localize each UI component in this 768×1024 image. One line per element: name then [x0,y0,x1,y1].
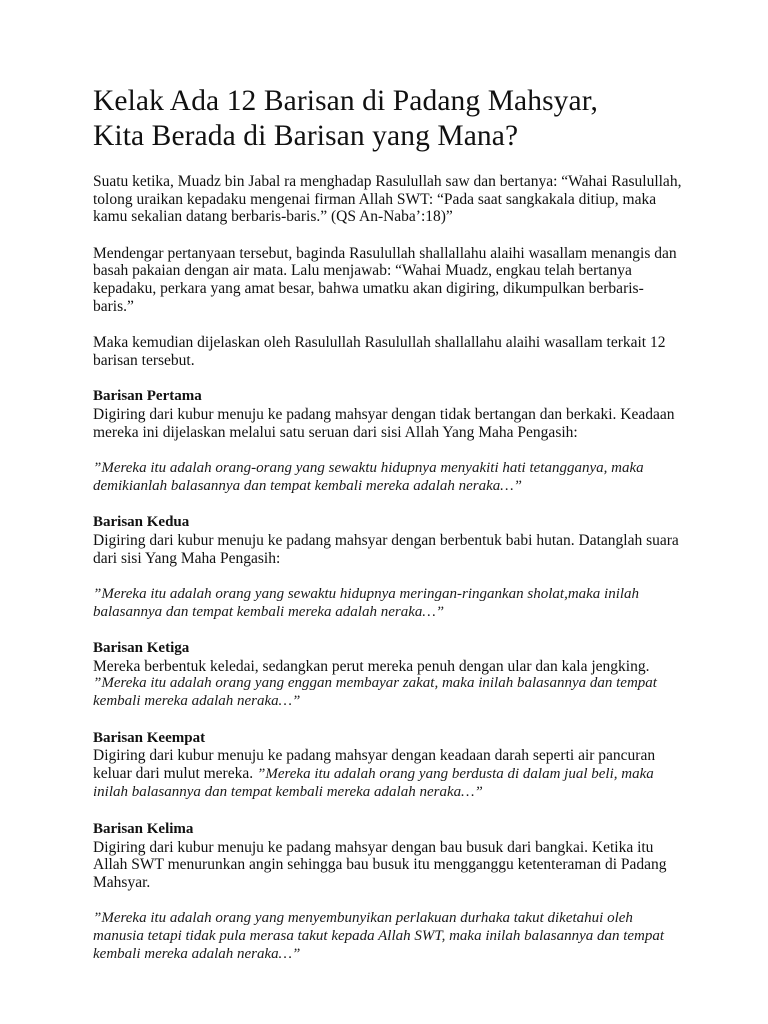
title-line-2: Kita Berada di Barisan yang Mana? [93,120,519,152]
title-line-1: Kelak Ada 12 Barisan di Padang Mahsyar, [93,85,598,117]
section-2-text: Digiring dari kubur menuju ke padang mahsyar dengan berbentuk babi hutan. Datanglah suara dari sisi Yang Maha Pengasih: [93,531,679,567]
section-1-body [93,388,683,441]
section-4-heading: Barisan Keempat [93,729,206,746]
section-3-quote: ”Mereka itu adalah orang yang enggan membayar zakat, maka inilah balasannya dan tempat kembali mereka adalah neraka…” [93,675,657,710]
section-2-heading: Barisan Kedua [93,514,190,531]
section-1-quote: ”Mereka itu adalah orang-orang yang sewaktu hidupnya menyakiti hati tetangganya, maka demikianlah balasannya dan tempat kembali mereka adalah neraka…” [93,460,644,494]
section-3-body [93,640,683,710]
section-4-text: Digiring dari kubur menuju ke padang mahsyar dengan keadaan darah seperti air pancuran keluar dari mulut mereka. [93,747,656,782]
section-5-heading: Barisan Kelima [93,821,194,838]
section-4-quote: ”Mereka itu adalah orang yang berdusta di dalam jual beli, maka inilah balasannya dan tempat kembali mereka adalah neraka…” [93,765,654,801]
section-2-body [93,514,683,567]
section-1-text: Digiring dari kubur menuju ke padang mahsyar dengan tidak bertangan dan berkaki. Keadaan mereka ini dijelaskan melalui satu seruan dari sisi Allah Yang Maha Pengasih: [93,405,675,441]
intro-paragraph-2: Mendengar pertanyaan tersebut, baginda Rasulullah shallallahu alaihi wasallam menangis dan basah pakaian dengan air mata. Lalu menjawab: “Wahai Muadz, engkau telah bertanya kepadaku, perkara yang amat besar, bahwa umatku akan digiring, dikumpulkan berbaris-baris.” [93,244,677,315]
intro-paragraph-3: Maka kemudian dijelaskan oleh Rasulullah Rasulullah shallallahu alaihi wasallam terkait 12 barisan tersebut. [93,334,666,369]
intro-paragraph-1: Suatu ketika, Muadz bin Jabal ra menghadap Rasulullah saw dan bertanya: “Wahai Rasulullah, tolong uraikan kepadaku mengenai firman Allah SWT: “Pada saat sangkakala ditiup, maka kamu sekalian datang berbaris-baris.” (QS An-Naba’:18)” [93,173,682,226]
section-2-quote: ”Mereka itu adalah orang yang sewaktu hidupnya meringan-ringankan sholat,maka inilah balasannya dan tempat kembali mereka adalah neraka…” [93,586,640,620]
document-page [93,84,683,982]
section-5-text: Digiring dari kubur menuju ke padang mahsyar dengan bau busuk dari bangkai. Ketika itu Allah SWT menurunkan angin sehingga bau busuk itu mengganggu ketenteraman di Padang Mahsyar. [93,838,667,891]
section-1-heading: Barisan Pertama [93,388,202,405]
section-5-quote: ”Mereka itu adalah orang yang menyembunyikan perlakuan durhaka takut diketahui oleh manusia tetapi tidak pula merasa takut kepada Allah SWT, maka inilah balasannya dan tempat kembali mereka adalah neraka…” [93,910,665,962]
section-4-body [93,730,683,802]
document-title [93,84,683,154]
section-5-body [93,821,683,891]
section-3-heading: Barisan Ketiga [93,640,190,657]
section-3-text: Mereka berbentuk keledai, sedangkan perut mereka penuh dengan ular dan kala jengking. [93,657,650,675]
